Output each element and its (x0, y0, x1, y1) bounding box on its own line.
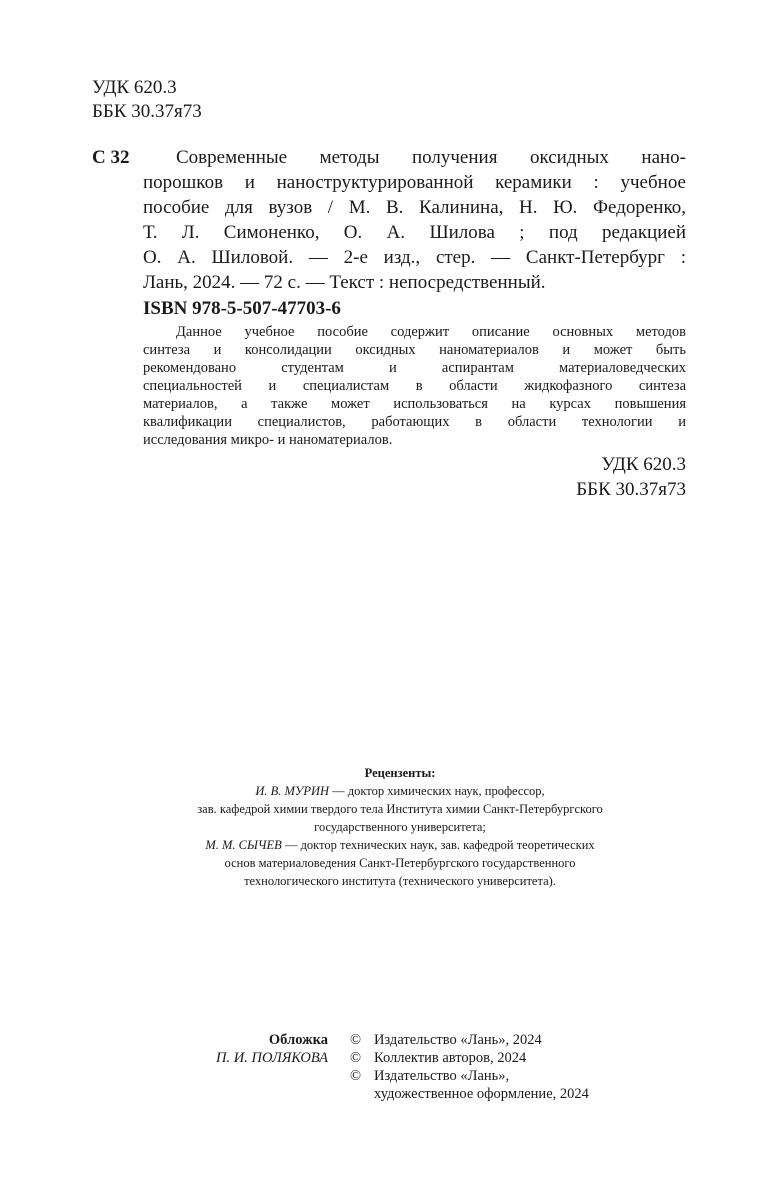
reviewer-text: основ материаловедения Санкт-Петербургского государственного (224, 856, 576, 870)
abstract-line: квалификации специалистов, работающих в области технологии и (143, 414, 686, 430)
reviewer-text: технологического института (технического университета). (244, 874, 556, 888)
reviewer-text: — доктор химических наук, профессор, (329, 784, 545, 798)
reviewer-1 (100, 782, 700, 800)
reviewers-title: Рецензенты: (364, 766, 436, 780)
reviewer-name: И. В. МУРИН (255, 784, 330, 798)
abstract-line: материалов, а также может использоваться на курсах повышения (143, 396, 686, 412)
cover-designer: П. И. ПОЛЯКОВА (216, 1050, 328, 1066)
reviewer-2 (100, 836, 700, 854)
reviewers (100, 764, 700, 890)
copyright-symbol: © (350, 1050, 362, 1066)
bbk-top: ББК 30.37я73 (92, 101, 202, 122)
copyright-symbol: © (350, 1032, 362, 1048)
reviewer-name: М. М. СЫЧЕВ (205, 838, 282, 852)
udk-top: УДК 620.3 (92, 77, 177, 98)
copyright-line: художественное оформление, 2024 (374, 1086, 589, 1102)
copyright-symbol: © (350, 1068, 362, 1084)
copyright-line: Издательство «Лань», (374, 1068, 510, 1084)
udk-bottom: УДК 620.3 (601, 454, 686, 475)
bbk-bottom: ББК 30.37я73 (576, 479, 686, 500)
author-code: С 32 (92, 147, 130, 168)
cover-label: Обложка (268, 1032, 328, 1048)
reviewer-text: зав. кафедрой химии твердого тела Института химии Санкт-Петербургского (197, 802, 603, 816)
reviewer-text: — доктор технических наук, зав. кафедрой теоретических (281, 838, 595, 852)
abstract-line: специальностей и специалистам в области жидкофазного синтеза (143, 378, 686, 394)
abstract-line: исследования микро- и наноматериалов. (143, 432, 393, 448)
entry-line: Лань, 2024. — 72 с. — Текст : непосредственный. (143, 272, 546, 293)
copyright-line: Коллектив авторов, 2024 (374, 1050, 527, 1066)
entry-line: О. А. Шиловой. — 2-е изд., стер. — Санкт-Петербург : (143, 247, 686, 268)
entry-line: Т. Л. Симоненко, О. А. Шилова ; под редакцией (143, 222, 686, 243)
entry-line: Современные методы получения оксидных нано- (176, 147, 686, 168)
copyright-line: Издательство «Лань», 2024 (374, 1032, 542, 1048)
abstract-line: рекомендовано студентам и аспирантам материаловедческих (143, 360, 686, 376)
isbn: ISBN 978-5-507-47703-6 (143, 298, 341, 319)
entry-line: порошков и наноструктурированной керамики : учебное (143, 172, 686, 193)
reviewer-text: государственного университета; (314, 820, 486, 834)
abstract-line: синтеза и консолидации оксидных наноматериалов и может быть (143, 342, 686, 358)
abstract-line: Данное учебное пособие содержит описание основных методов (176, 324, 686, 340)
entry-line: пособие для вузов / М. В. Калинина, Н. Ю. Федоренко, (143, 197, 686, 218)
